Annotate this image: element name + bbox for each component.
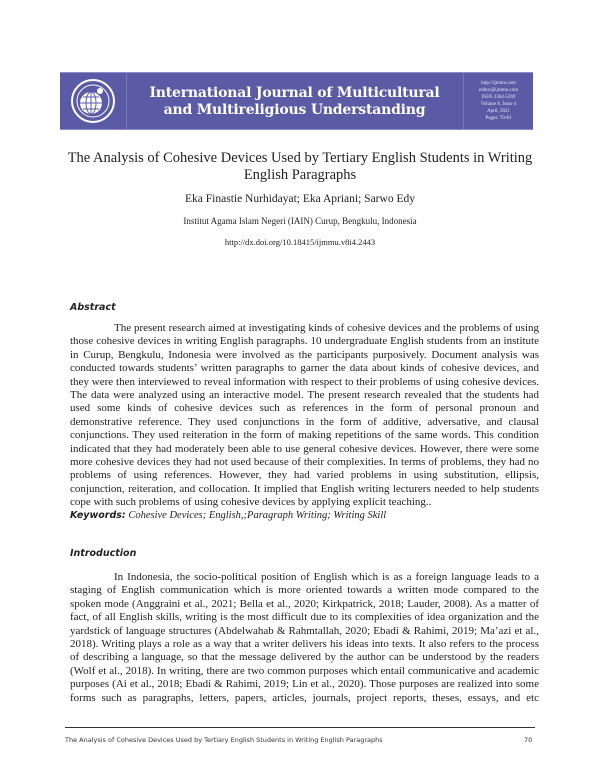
text-line: cope with such problems of using cohesive devices by applying explicit teaching.. — [70, 496, 432, 509]
text-line: fact, of all English skills, writing is the most difficult due to its complexities of idea organization and the — [70, 611, 539, 624]
journal-logo — [60, 73, 127, 129]
article-affiliation: Institut Agama Islam Negeri (IAIN) Curup, Bengkulu, Indonesia — [183, 216, 417, 226]
journal-header-band — [60, 72, 533, 130]
page-number: 70 — [524, 736, 533, 744]
introduction-heading: Introduction — [70, 548, 137, 559]
text-line: spoken mode (Anggraini et al., 2021; Bella et al., 2020; Kirkpatrick, 2018; Lauder, 2008). As a matter of — [70, 597, 539, 610]
text-line: staging of English communication which is more oriented towards a written mode compared to the — [70, 584, 539, 597]
text-line: conducted towards students’ written paragraphs to garner the data about kinds of cohesive devices, and — [70, 362, 539, 375]
text-line: more cohesive devices they had not used because of their complexities. In terms of problems, they had no — [70, 455, 539, 468]
text-line: they were then interviewed to reveal information with respect to their problems of using cohesive devices. — [70, 375, 539, 388]
journal-pages: Pages: 70-81 — [485, 116, 512, 121]
text-line: The data were analyzed using an interactive model. The present research revealed that the students had — [70, 388, 539, 401]
journal-title — [126, 85, 463, 119]
journal-date: April, 2021 — [486, 109, 511, 114]
journal-info — [463, 73, 533, 129]
journal-title-line: and Multireligious Understanding — [163, 102, 426, 118]
abstract-text — [70, 322, 539, 509]
text-line: (Wolf et al., 2018). In writing, there are two common purposes which entail communicative and academic — [70, 664, 539, 677]
journal-title-line: International Journal of Multicultural — [149, 85, 440, 101]
text-line: In Indonesia, the socio-political position of English which is as a foreign language leads to a — [114, 571, 539, 583]
footer-divider — [65, 727, 535, 728]
keywords — [70, 510, 386, 521]
introduction-text — [70, 571, 539, 705]
text-line: indicated that they had moderately been able to use general cohesive devices. However, there were some — [70, 442, 539, 455]
keywords-value: Cohesive Devices; English,;Paragraph Writing; Writing Skill — [128, 510, 387, 521]
keywords-label: Keywords: — [70, 510, 126, 521]
article-title-line: English Paragraphs — [243, 167, 357, 183]
text-line: used some kinds of cohesive devices such as references in the form of personal pronoun and — [70, 402, 539, 415]
text-line: in Curup, Bengkulu, Indonesia were involved as the participants purposively. Document analysis was — [70, 348, 539, 361]
journal-issn: ISSN 2364-5369 — [481, 95, 516, 100]
text-line: of describing a language, so that the message delivered by the author can be understood by the readers — [70, 651, 539, 664]
journal-email[interactable]: editor@ijmmu.com — [478, 88, 519, 93]
abstract-heading: Abstract — [70, 302, 116, 313]
article-doi-link[interactable]: http://dx.doi.org/10.18415/ijmmu.v8i4.2443 — [224, 237, 376, 247]
text-line: The present research aimed at investigating kinds of cohesive devices and the problems of using — [114, 322, 539, 334]
text-line: yardstick of language structures (Abdelwahab & Rahmtallah, 2020; Ebadi & Rahimi, 2019; Ma’azi et al., — [70, 624, 539, 637]
text-line: demonstrative reference. They used conjunctions in the form of additive, adversative, and clausal — [70, 415, 539, 428]
article-title-line: The Analysis of Cohesive Devices Used by Tertiary English Students in Writing — [67, 150, 533, 166]
text-line: conjunctions. They used reiteration in the form of making repetitions of the same words. This condition — [70, 429, 539, 442]
article-title — [60, 150, 540, 184]
text-line: conjunction, reiteration, and collocation. It implied that English writing lecturers needed to help students — [70, 482, 539, 495]
text-line: forms such as paragraphs, letters, papers, articles, journals, project reports, theses, essays, and etc — [70, 691, 539, 704]
text-line: those cohesive devices in writing English paragraphs. 10 undergraduate English students from an institute — [70, 335, 539, 348]
globe-logo-icon — [70, 78, 116, 124]
text-line: purposes (Ai et al., 2018; Ebadi & Rahimi, 2019; Lin et al., 2020). Those purposes are realized into some — [70, 678, 539, 691]
text-line: 2018). Writing plays a role as a way that a writer delivers his ideas into texts. It also refers to the process — [70, 637, 539, 650]
footer-running-title: The Analysis of Cohesive Devices Used by Tertiary English Students in Writing English Paragraphs — [65, 736, 383, 744]
article-authors: Eka Finastie Nurhidayat; Eka Apriani; Sarwo Edy — [185, 193, 415, 205]
text-line: problems of using references. However, they had varied problems in using substitution, ellipsis, — [70, 469, 539, 482]
journal-volume: Volume 8, Issue 4 — [480, 102, 517, 107]
journal-url[interactable]: http://ijmmu.com — [481, 81, 516, 86]
